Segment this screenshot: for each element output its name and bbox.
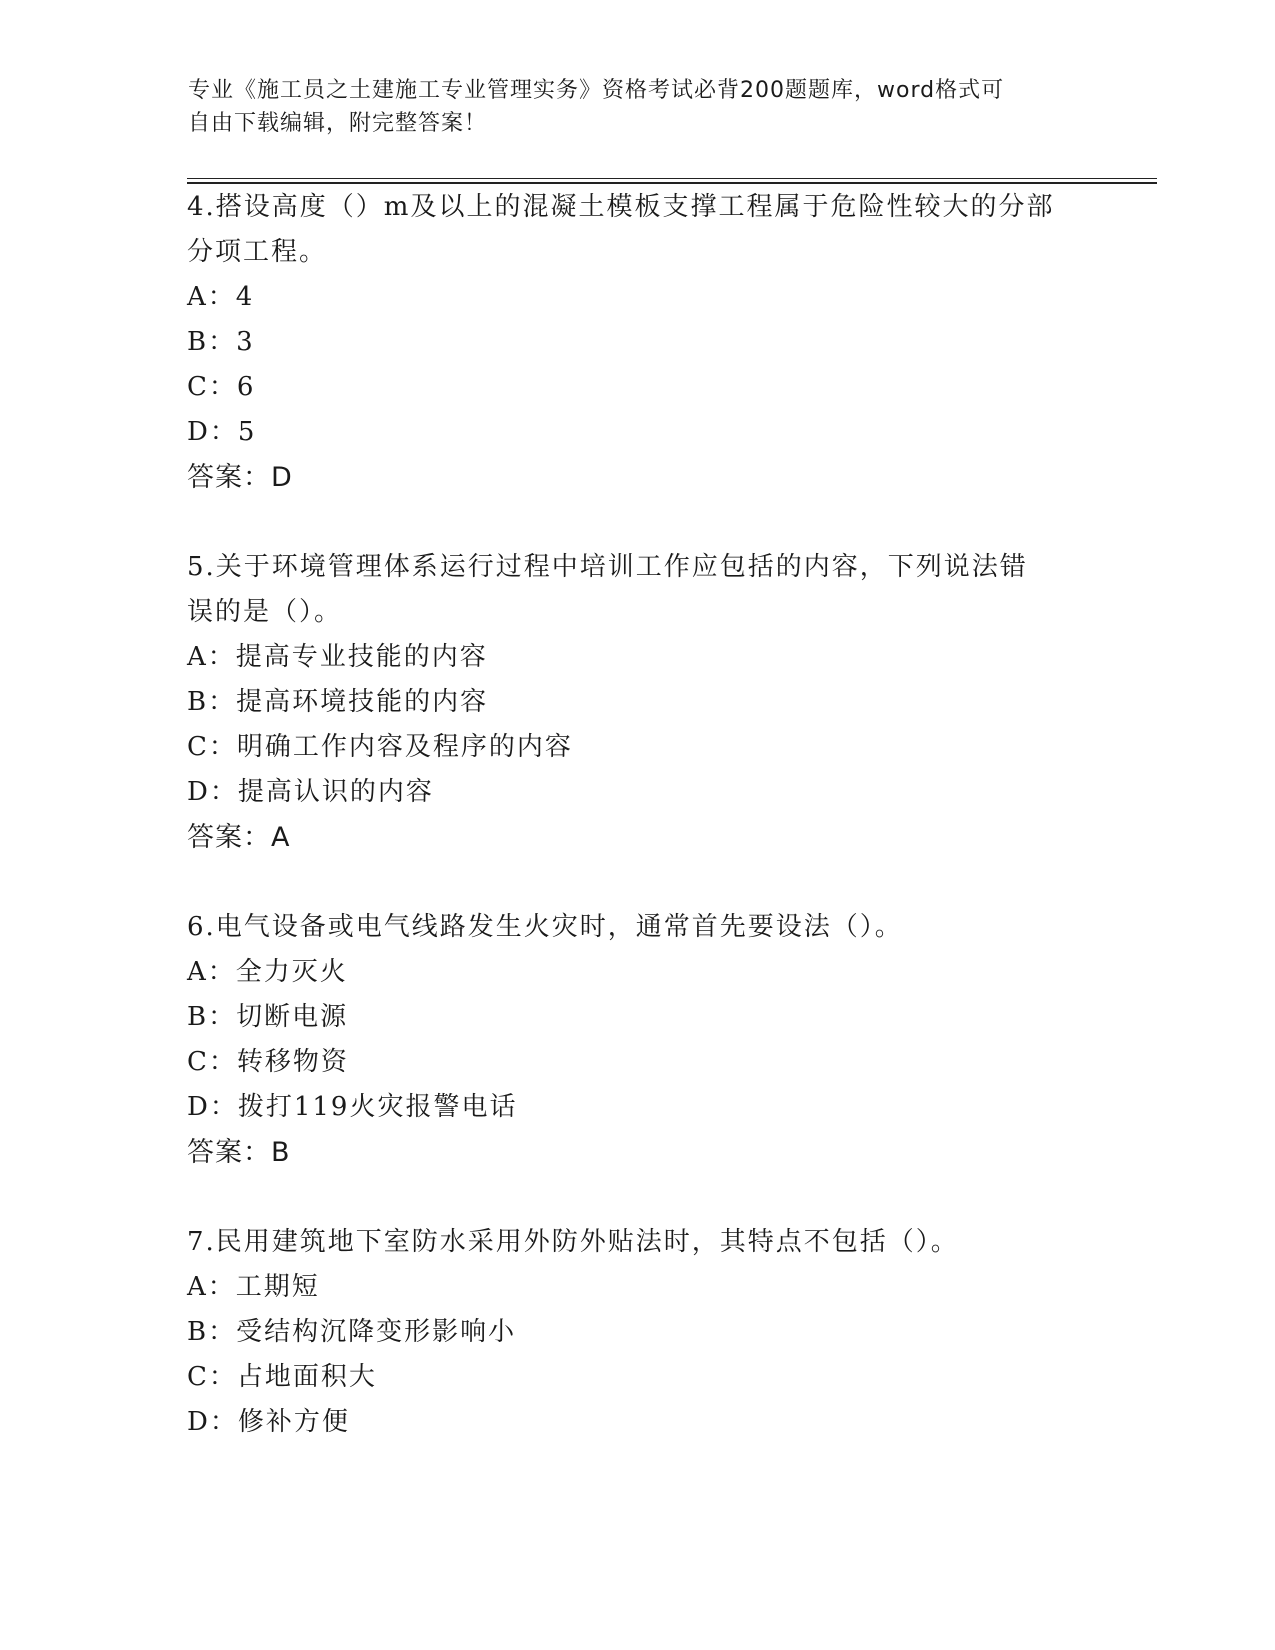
option-d: D：修补方便 <box>187 1407 350 1437</box>
header-line-2: 自由下载编辑，附完整答案！ <box>188 111 488 136</box>
question-4 <box>187 185 1087 500</box>
answer-label: 答案：D <box>187 462 293 493</box>
document-header <box>188 74 1088 140</box>
option-b: B：提高环境技能的内容 <box>187 687 489 717</box>
option-a: A：工期短 <box>187 1272 320 1302</box>
option-c: C：占地面积大 <box>187 1362 377 1392</box>
option-a: A：4 <box>187 282 255 312</box>
question-stem: 误的是（）。 <box>187 597 343 627</box>
option-d: D：5 <box>187 417 257 447</box>
question-stem: 6.电气设备或电气线路发生火灾时，通常首先要设法（）。 <box>187 912 903 942</box>
option-c: C：6 <box>187 372 256 402</box>
question-stem: 分项工程。 <box>187 237 328 267</box>
header-divider-thin <box>187 178 1157 179</box>
answer-label: 答案：A <box>187 822 291 853</box>
answer-label: 答案：B <box>187 1137 291 1168</box>
option-d: D：提高认识的内容 <box>187 777 434 807</box>
header-line-1: 专业《施工员之土建施工专业管理实务》资格考试必背200题题库，word格式可 <box>188 78 1005 103</box>
question-6 <box>187 905 1087 1175</box>
option-b: B：受结构沉降变形影响小 <box>187 1317 517 1347</box>
question-stem: 4.搭设高度（）m及以上的混凝土模板支撑工程属于危险性较大的分部 <box>187 192 1055 222</box>
question-7 <box>187 1220 1087 1445</box>
option-b: B：3 <box>187 327 255 357</box>
option-a: A：提高专业技能的内容 <box>187 642 488 672</box>
option-d: D：拨打119火灾报警电话 <box>187 1092 518 1122</box>
header-divider-thick <box>187 182 1157 184</box>
question-stem: 5.关于环境管理体系运行过程中培训工作应包括的内容，下列说法错 <box>187 552 1028 582</box>
option-a: A：全力灭火 <box>187 957 348 987</box>
option-c: C：转移物资 <box>187 1047 349 1077</box>
option-b: B：切断电源 <box>187 1002 349 1032</box>
option-c: C：明确工作内容及程序的内容 <box>187 732 573 762</box>
question-stem: 7.民用建筑地下室防水采用外防外贴法时，其特点不包括（）。 <box>187 1227 959 1257</box>
question-5 <box>187 545 1087 860</box>
